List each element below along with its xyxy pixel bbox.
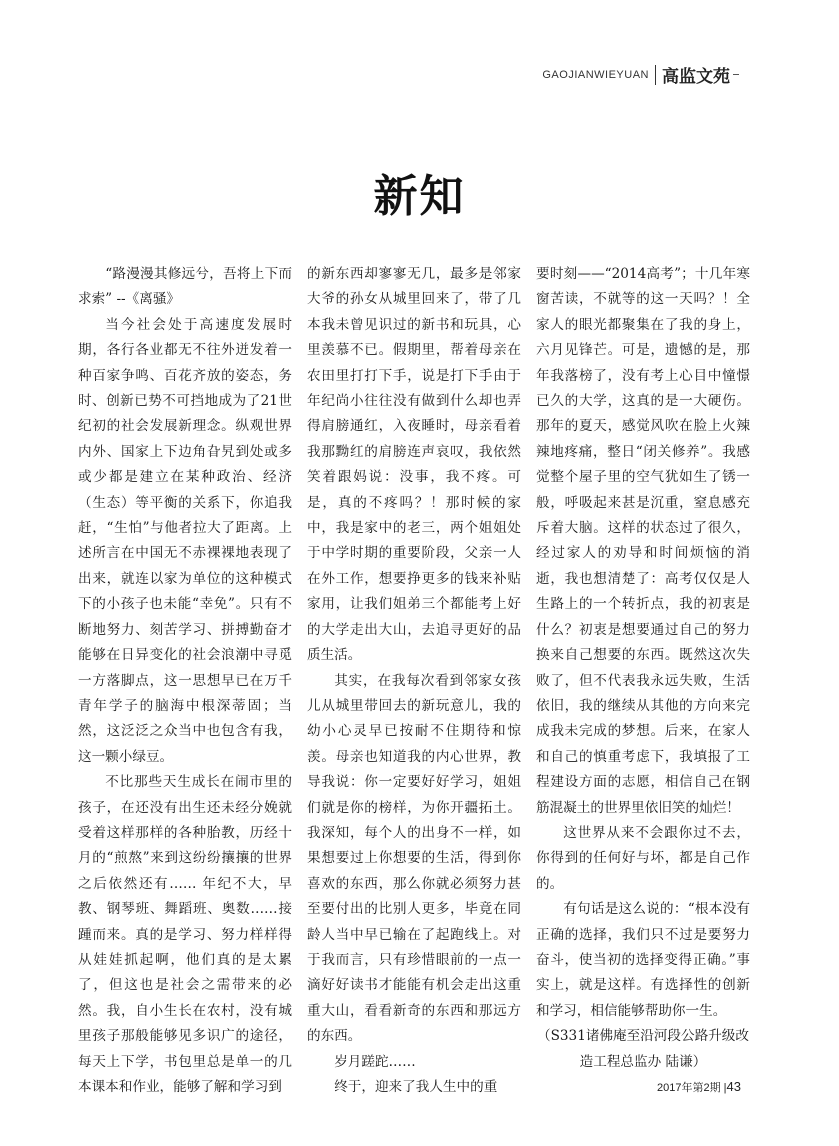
- issue-label: 2017年第2期: [657, 1082, 721, 1094]
- section-name-chinese: 高监文苑: [662, 67, 730, 87]
- paragraph: 岁月蹉跎……: [334, 1053, 416, 1070]
- paragraph-continued: 要时刻——“2014高考”；十几年寒窗苦读，不就等的这一天吗？！全家人的眼光都聚集在了我的身上，六月见锋芒。可是，遗憾的是，那年我落榜了，没有考上心目中憧憬已久的大学，这真的是一大硬伤。那年的夏天，感觉风吹在脸上火辣辣地疼痛，整日“闭关修养”。我感觉整个屋子里的空气犹如生了锈一般，呼吸起来甚是沉重，窒息感充斥着大脑。这样的状态过了很久，经过家人的劝导和时间烦恼的消逝，我也想清楚了：高考仅仅是人生路上的一个转折点，我的初衷是什么？初衷是想要通过自己的努力换来自己想要的东西。既然这次失败了，但不代表我永远失败，生活依旧，我的继续从其他的方向来完成我未完成的梦想。后来，在家人和自己的慎重考虑下，我填报了工程建设方面的志愿，相信自己在钢筋混凝土的世界里依旧笑的灿烂！: [536, 266, 750, 816]
- page-number: 43: [726, 1079, 741, 1094]
- paragraph: 当今社会处于高速度发展时期，各行各业都无不往外迸发着一种百家争鸣、百花齐放的姿态，务时、创新已势不可挡地成为了21世纪初的社会发展新理念。纵观世界内外、国家上下边角旮旯到处或多或少都是建立在某种政治、经济（生态）等平衡的关系下，你追我赶，“生怕”与他者拉大了距离。上述所言在中国无不赤裸裸地表现了出来，就连以家为单位的这种模式下的小孩子也未能“幸免”。只有不断地努力、刻苦学习、拼搏勤奋才能够在日异变化的社会浪潮中寻觅一方落脚点，这一思想早已在万千青年学子的脑海中根深蒂固；当然，这泛泛之众当中也包含有我，这一颗小绿豆。: [78, 316, 292, 765]
- section-name-english: GAOJIANWIEYUAN: [542, 68, 649, 81]
- paragraph-continued: 的新东西却寥寥无几，最多是邻家大爷的孙女从城里回来了，带了几本我未曾见识过的新书和玩具，心里羡慕不已。假期里，帮着母亲在农田里打打下手，说是打下手由于年纪尚小往往没有做到什么却也弄得肩膀通红，入夜睡时，母亲看着我那黝红的肩膀连声哀叹，我依然笑着跟妈说：没事，我不疼。可是，真的不疼吗？！那时候的家中，我是家中的老三，两个姐姐处于中学时期的重要阶段，父亲一人在外工作，想要挣更多的钱来补贴家用，让我们姐弟三个都能考上好的大学走出大山，去追寻更好的品质生活。: [307, 266, 521, 664]
- paragraph: 其实，在我每次看到邻家女孩儿从城里带回去的新玩意儿，我的幼小心灵早已按耐不住期待和惊羡。母亲也知道我的内心世界，教导我说：你一定要好好学习，姐姐们就是你的榜样，为你开疆拓土。我深知，每个人的出身不一样，如果想要过上你想要的生活，得到你喜欢的东西，那么你就必须努力甚至要付出的比别人更多，毕竟在同龄人当中早已输在了起跑线上。对于我而言，只有珍惜眼前的一点一滴好好读书才能能有机会走出这重重大山，看看新奇的东西和那远方的东西。: [307, 672, 521, 1045]
- paragraph: 这世界从来不会跟你过不去，你得到的任何好与坏，都是自己作的。: [536, 824, 750, 892]
- header-tick-mark: [733, 74, 739, 75]
- epigraph: “路漫漫其修远兮，吾将上下而求索” --《离骚》: [78, 266, 292, 308]
- paragraph: 终于，迎来了我人生中的重: [334, 1079, 498, 1095]
- article-title: 新知: [373, 171, 466, 222]
- page-footer: [657, 1079, 741, 1095]
- author-signature: （S331诸佛庵至沿河段公路升级改造工程总监办 陆谦）: [537, 1028, 749, 1070]
- text-column-2: [307, 262, 521, 1100]
- text-column-3: [536, 262, 750, 1075]
- paragraph: 不比那些天生成长在闹市里的孩子，在还没有出生还未经分娩就受着这样那样的各种胎教，历经十月的“煎熬”来到这纷纷攘攘的世界之后依然还有…… 年纪不大，早教、钢琴班、舞蹈班、奥数……接踵而来。真的是学习、努力样样得从娃娃抓起啊，他们真的是太累了，但这也是社会之需带来的必然。我，自小生长在农村，没有城里孩子那般能够见多识广的途径，每天上下学，书包里总是单一的几本课本和作业，能够了解和学习到: [78, 774, 292, 1095]
- text-column-1: [78, 262, 292, 1100]
- paragraph: 有句话是这么说的：“根本没有正确的选择，我们只不过是要努力奋斗，使当初的选择变得正确。”事实上，就是这样。有选择性的创新和学习，相信能够帮助你一生。: [536, 901, 750, 1019]
- page-header: [542, 62, 739, 87]
- footer-divider: |: [723, 1082, 727, 1094]
- header-divider: [655, 65, 656, 85]
